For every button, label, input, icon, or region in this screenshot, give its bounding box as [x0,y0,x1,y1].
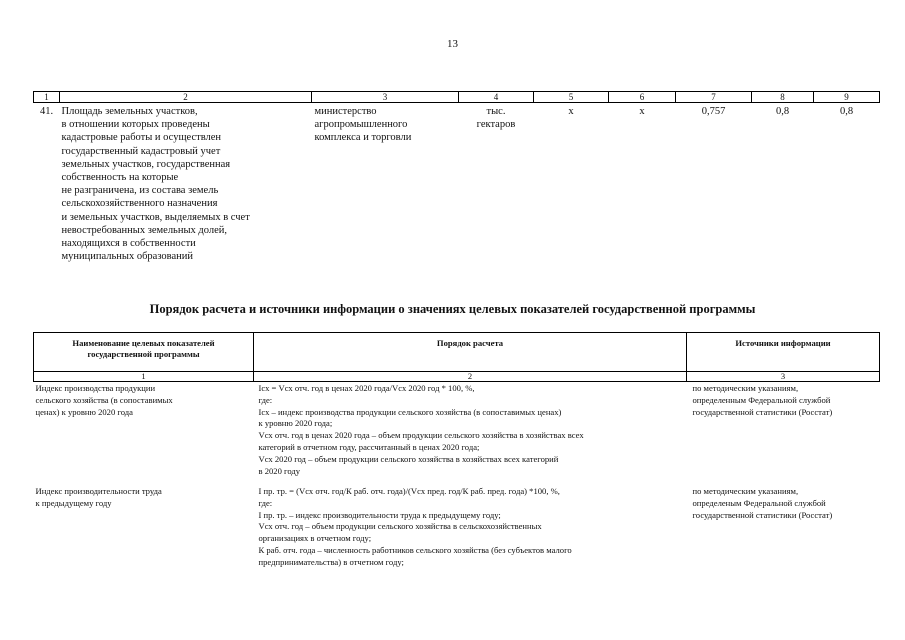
column-number: 2 [254,372,687,382]
table-row [34,382,880,486]
information-source [687,485,880,569]
text-line: К раб. отч. года – численность работников сельского хозяйства (без субъектов малого [258,544,572,555]
text-line: Iсх = Vсх отч. год в ценах 2020 года/Vсх 2020 год * 100, %, [258,383,475,393]
value-cell: х [639,106,645,117]
header-calculation: Порядок расчета [254,333,687,372]
header-sources: Источники информации [687,333,880,372]
row-number: 41. [39,106,54,117]
text-line: невостребованных земельных долей, [61,224,227,236]
text-line: земельных участков, государственная [61,158,231,170]
responsible-ministry [312,103,459,264]
header-indicator-name [34,333,254,372]
text-line: государственной статистики (Росстат) [692,509,833,520]
value-cell: 0,757 [701,106,726,117]
text-line: находящихся в собственности [61,238,196,250]
section-title: Порядок расчета и источники информации о значениях целевых показателей государственной программы [149,302,756,316]
calculation-table [33,332,880,569]
text-line: к уровню 2020 года; [258,418,333,429]
text-line: сельского хозяйства (в сопоставимых [35,394,173,405]
value-cell: х [568,106,574,117]
indicator-name [34,382,254,486]
column-number: 1 [34,92,60,103]
text-line: тыс. [486,106,506,117]
text-line: не разграничена, из состава земель [61,185,219,197]
text-line: государственной программы [87,349,200,359]
text-line: предпринимательства) в отчетном году; [258,556,404,567]
text-line: категорий в отчетном году, рассчитанный в ценах 2020 года; [258,441,480,452]
text-line: I пр. тр. – индекс производительности труда к предыдущему году; [258,509,501,520]
column-number: 4 [459,92,534,103]
text-line: определенным Федеральной службой [692,394,831,405]
text-line: агропромышленного [314,119,408,131]
value-cell: 0,8 [839,106,854,117]
column-number-row [34,372,880,382]
indicator-name [34,485,254,569]
value-cell: 0,8 [775,106,790,117]
text-line: организациях в отчетном году; [258,533,372,544]
text-line: Vсх 2020 год – объем продукции сельского хозяйства в хозяйствах всех категорий [258,453,559,464]
column-number-row [34,92,880,103]
text-line: Индекс производства продукции [35,383,156,393]
text-line: определеным Федеральной службой [692,497,826,508]
text-line: комплекса и торговли [314,132,412,144]
text-line: кадастровые работы и осуществлен [61,132,222,144]
indicators-table [33,91,880,263]
text-line: Наименование целевых показателей [72,338,215,348]
table-row [34,485,880,569]
text-line: Vсх отч. год в ценах 2020 года – объем продукции сельского хозяйства в хозяйствах всех [258,430,584,441]
text-line: где: [258,497,273,508]
column-number: 3 [687,372,880,382]
calculation-formula [254,382,687,486]
calculation-formula [254,485,687,569]
table-row [34,103,880,264]
column-number: 5 [534,92,609,103]
page-number: 13 [447,38,458,50]
indicator-name [60,103,312,264]
text-line: и земельных участков, выделяемых в счет [61,211,250,223]
text-line: в отношении которых проведены [61,119,210,131]
column-number: 7 [676,92,752,103]
text-line: к предыдущему году [35,497,112,508]
column-number: 3 [312,92,459,103]
unit [459,103,534,264]
text-line: сельскохозяйственного назначения [61,198,218,210]
text-line: I пр. тр. = (Vсх отч. год/К раб. отч. года)/(Vсх пред. год/К раб. пред. года) *100, %, [258,486,560,496]
column-number: 8 [752,92,814,103]
text-line: Vсх отч. год – объем продукции сельского хозяйства в сельскохозяйственных [258,521,542,532]
text-line: где: [258,394,273,405]
text-line: собственность на которые [61,172,179,184]
column-number: 2 [60,92,312,103]
text-line: Индекс производительности труда [35,486,162,496]
table-header-row [34,333,880,372]
text-line: по методическим указаниям, [692,383,799,393]
text-line: государственной статистики (Росстат) [692,406,833,417]
column-number: 6 [609,92,676,103]
information-source [687,382,880,486]
text-line: в 2020 году [258,465,301,476]
text-line: ценах) к уровню 2020 года [35,406,133,417]
text-line: Iсх – индекс производства продукции сельского хозяйства (в сопоставимых ценах) [258,406,562,417]
column-number: 1 [34,372,254,382]
text-line: гектаров [476,119,516,131]
text-line: государственный кадастровый учет [61,145,221,157]
column-number: 9 [814,92,880,103]
text-line: по методическим указаниям, [692,486,799,496]
text-line: министерство [314,106,377,117]
text-line: Площадь земельных участков, [61,106,198,117]
text-line: муниципальных образований [61,251,193,263]
